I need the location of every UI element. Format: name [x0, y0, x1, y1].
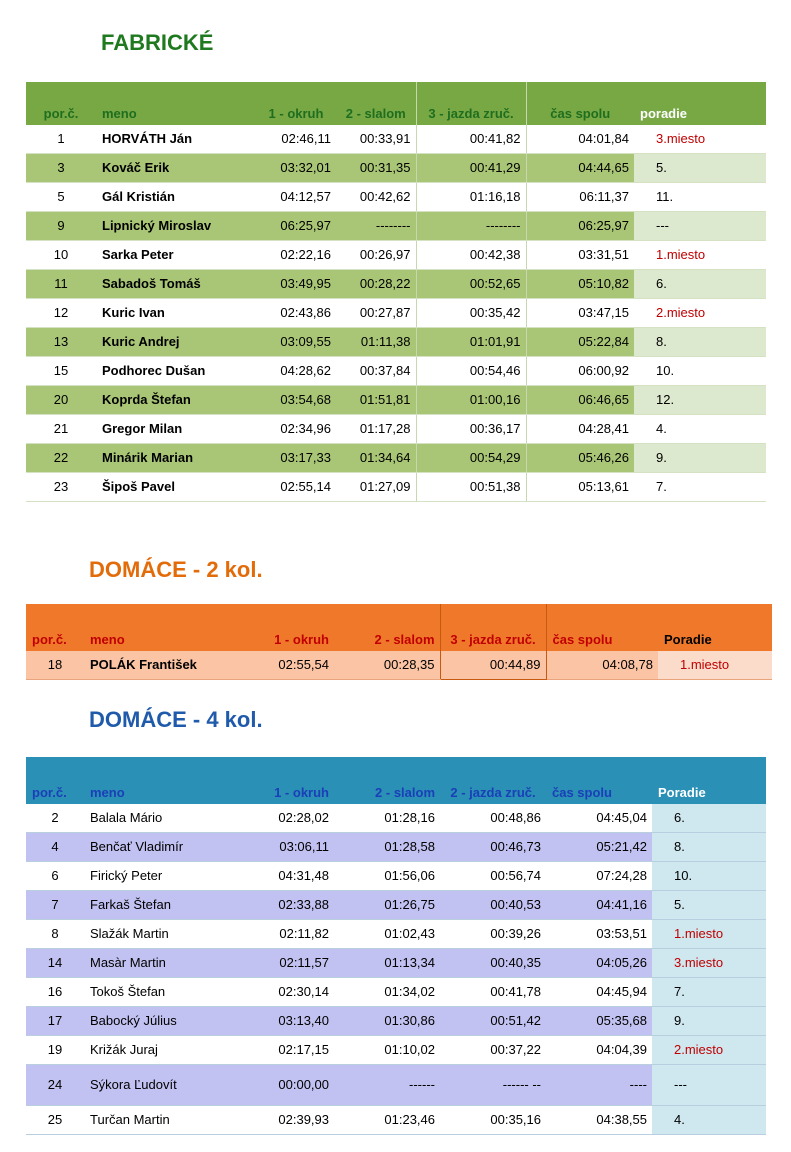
table-row [26, 891, 766, 920]
cell-slalom: 01:51,81 [336, 386, 416, 415]
cell-jazda: 00:40,35 [440, 949, 546, 978]
cell-por: 24 [26, 1065, 84, 1106]
cell-jazda: 00:44,89 [440, 651, 546, 680]
table-row [26, 241, 766, 270]
cell-meno: Sýkora Ľudovít [84, 1065, 244, 1106]
domace4-header-row [26, 757, 766, 804]
cell-slalom: 01:13,34 [334, 949, 440, 978]
cell-cas: 04:08,78 [546, 651, 658, 680]
cell-cas: 06:46,65 [526, 386, 634, 415]
cell-okruh: 02:55,14 [256, 473, 336, 502]
table-row [26, 357, 766, 386]
cell-okruh: 02:22,16 [256, 241, 336, 270]
cell-por: 15 [26, 357, 96, 386]
cell-cas: 03:31,51 [526, 241, 634, 270]
cell-okruh: 04:12,57 [256, 183, 336, 212]
cell-okruh: 03:13,40 [244, 1007, 334, 1036]
cell-por: 10 [26, 241, 96, 270]
table-row [26, 1036, 766, 1065]
cell-poradie: 10. [652, 862, 766, 891]
cell-meno: Križák Juraj [84, 1036, 244, 1065]
cell-poradie: 8. [634, 328, 766, 357]
cell-meno: Šipoš Pavel [96, 473, 256, 502]
cell-poradie: 2.miesto [652, 1036, 766, 1065]
cell-slalom: 00:33,91 [336, 125, 416, 154]
cell-okruh: 02:28,02 [244, 804, 334, 833]
cell-poradie: 12. [634, 386, 766, 415]
table-row [26, 949, 766, 978]
table-row [26, 154, 766, 183]
header-cas: čas spolu [526, 82, 634, 125]
table-row [26, 833, 766, 862]
table-row [26, 270, 766, 299]
header-poradie: poradie [634, 82, 766, 125]
cell-okruh: 03:54,68 [256, 386, 336, 415]
cell-por: 9 [26, 212, 96, 241]
header-meno: meno [84, 757, 244, 804]
cell-jazda: 00:42,38 [416, 241, 526, 270]
cell-cas: 03:47,15 [526, 299, 634, 328]
cell-cas: 04:04,39 [546, 1036, 652, 1065]
cell-jazda: 01:00,16 [416, 386, 526, 415]
cell-slalom: 01:11,38 [336, 328, 416, 357]
cell-poradie: 1.miesto [652, 920, 766, 949]
cell-por: 2 [26, 804, 84, 833]
header-por: por.č. [26, 757, 84, 804]
cell-jazda: 00:41,78 [440, 978, 546, 1007]
cell-poradie: 9. [634, 444, 766, 473]
header-okruh: 1 - okruh [256, 82, 336, 125]
table-row [26, 415, 766, 444]
header-slalom: 2 - slalom [334, 604, 440, 651]
cell-por: 20 [26, 386, 96, 415]
cell-poradie: 9. [652, 1007, 766, 1036]
cell-por: 16 [26, 978, 84, 1007]
cell-meno: Tokoš Štefan [84, 978, 244, 1007]
cell-poradie: 1.miesto [658, 651, 772, 680]
header-meno: meno [96, 82, 256, 125]
cell-por: 18 [26, 651, 84, 680]
cell-por: 11 [26, 270, 96, 299]
cell-poradie: --- [634, 212, 766, 241]
cell-jazda: 00:54,46 [416, 357, 526, 386]
cell-cas: 06:00,92 [526, 357, 634, 386]
table-row [26, 920, 766, 949]
table-row [26, 444, 766, 473]
table-row [26, 804, 766, 833]
cell-slalom: 01:34,02 [334, 978, 440, 1007]
table-row [26, 386, 766, 415]
cell-meno: Babocký Július [84, 1007, 244, 1036]
cell-jazda: -------- [416, 212, 526, 241]
cell-cas: 07:24,28 [546, 862, 652, 891]
cell-por: 22 [26, 444, 96, 473]
cell-meno: Benčať Vladimír [84, 833, 244, 862]
cell-jazda: 00:48,86 [440, 804, 546, 833]
cell-meno: Sabadoš Tomáš [96, 270, 256, 299]
cell-jazda: 00:51,42 [440, 1007, 546, 1036]
header-jazda: 3 - jazda zruč. [416, 82, 526, 125]
cell-okruh: 02:30,14 [244, 978, 334, 1007]
cell-jazda: 00:35,16 [440, 1106, 546, 1135]
cell-okruh: 00:00,00 [244, 1065, 334, 1106]
cell-okruh: 02:39,93 [244, 1106, 334, 1135]
header-meno: meno [84, 604, 244, 651]
cell-okruh: 06:25,97 [256, 212, 336, 241]
header-poradie: Poradie [652, 757, 766, 804]
cell-slalom: 00:37,84 [336, 357, 416, 386]
cell-okruh: 04:28,62 [256, 357, 336, 386]
cell-okruh: 02:34,96 [256, 415, 336, 444]
cell-jazda: 00:41,82 [416, 125, 526, 154]
header-slalom: 2 - slalom [336, 82, 416, 125]
cell-por: 21 [26, 415, 96, 444]
cell-por: 19 [26, 1036, 84, 1065]
table-row [26, 1106, 766, 1135]
cell-meno: Minárik Marian [96, 444, 256, 473]
cell-por: 17 [26, 1007, 84, 1036]
cell-poradie: 6. [652, 804, 766, 833]
cell-okruh: 03:49,95 [256, 270, 336, 299]
cell-slalom: ------ [334, 1065, 440, 1106]
cell-meno: Masàr Martin [84, 949, 244, 978]
cell-cas: 03:53,51 [546, 920, 652, 949]
cell-slalom: 00:28,22 [336, 270, 416, 299]
cell-meno: Gregor Milan [96, 415, 256, 444]
cell-poradie: 4. [634, 415, 766, 444]
cell-cas: 05:13,61 [526, 473, 634, 502]
header-cas: čas spolu [546, 604, 658, 651]
cell-poradie: 8. [652, 833, 766, 862]
table-row [26, 473, 766, 502]
cell-cas: 04:41,16 [546, 891, 652, 920]
cell-cas: 04:45,94 [546, 978, 652, 1007]
table-row [26, 978, 766, 1007]
domace2-header-row [26, 604, 772, 651]
header-okruh: 1 - okruh [244, 604, 334, 651]
cell-slalom: 01:17,28 [336, 415, 416, 444]
cell-por: 3 [26, 154, 96, 183]
cell-cas: 04:05,26 [546, 949, 652, 978]
cell-por: 4 [26, 833, 84, 862]
cell-cas: 06:11,37 [526, 183, 634, 212]
cell-poradie: 1.miesto [634, 241, 766, 270]
cell-cas: 05:22,84 [526, 328, 634, 357]
cell-meno: Sarka Peter [96, 241, 256, 270]
fabricke-title: FABRICKÉ [101, 30, 214, 55]
cell-jazda: 00:39,26 [440, 920, 546, 949]
cell-poradie: 11. [634, 183, 766, 212]
cell-okruh: 02:43,86 [256, 299, 336, 328]
cell-okruh: 02:11,57 [244, 949, 334, 978]
cell-cas: 06:25,97 [526, 212, 634, 241]
cell-por: 23 [26, 473, 96, 502]
cell-okruh: 03:09,55 [256, 328, 336, 357]
cell-meno: Farkaš Štefan [84, 891, 244, 920]
cell-okruh: 03:32,01 [256, 154, 336, 183]
cell-poradie: --- [652, 1065, 766, 1106]
cell-cas: 04:28,41 [526, 415, 634, 444]
cell-okruh: 02:55,54 [244, 651, 334, 680]
cell-poradie: 6. [634, 270, 766, 299]
cell-meno: Lipnický Miroslav [96, 212, 256, 241]
cell-slalom: 00:28,35 [334, 651, 440, 680]
cell-slalom: 01:23,46 [334, 1106, 440, 1135]
table-row [26, 651, 772, 680]
cell-jazda: 00:35,42 [416, 299, 526, 328]
table-row [26, 212, 766, 241]
cell-slalom: 00:31,35 [336, 154, 416, 183]
cell-slalom: 00:42,62 [336, 183, 416, 212]
header-poradie: Poradie [658, 604, 772, 651]
cell-por: 25 [26, 1106, 84, 1135]
cell-okruh: 03:06,11 [244, 833, 334, 862]
header-por: por.č. [26, 82, 96, 125]
cell-cas: 05:10,82 [526, 270, 634, 299]
cell-poradie: 3.miesto [634, 125, 766, 154]
cell-cas: 04:38,55 [546, 1106, 652, 1135]
table-row [26, 862, 766, 891]
header-cas: čas spolu [546, 757, 652, 804]
cell-okruh: 02:33,88 [244, 891, 334, 920]
header-jazda: 3 - jazda zruč. [440, 604, 546, 651]
cell-slalom: 01:27,09 [336, 473, 416, 502]
cell-cas: 04:45,04 [546, 804, 652, 833]
cell-cas: ---- [546, 1065, 652, 1106]
cell-jazda: 00:36,17 [416, 415, 526, 444]
cell-poradie: 3.miesto [652, 949, 766, 978]
cell-slalom: 01:28,16 [334, 804, 440, 833]
cell-slalom: 01:26,75 [334, 891, 440, 920]
cell-cas: 04:44,65 [526, 154, 634, 183]
cell-okruh: 02:46,11 [256, 125, 336, 154]
table-row [26, 125, 766, 154]
cell-slalom: 01:02,43 [334, 920, 440, 949]
cell-okruh: 02:11,82 [244, 920, 334, 949]
cell-poradie: 7. [634, 473, 766, 502]
fabricke-header-row [26, 82, 766, 125]
fabricke-table [26, 82, 766, 502]
domace2-table [26, 604, 772, 680]
cell-meno: Slažák Martin [84, 920, 244, 949]
table-row [26, 1007, 766, 1036]
cell-meno: Firický Peter [84, 862, 244, 891]
cell-jazda: 00:52,65 [416, 270, 526, 299]
cell-jazda: 00:37,22 [440, 1036, 546, 1065]
cell-okruh: 04:31,48 [244, 862, 334, 891]
cell-meno: Kuric Ivan [96, 299, 256, 328]
cell-por: 13 [26, 328, 96, 357]
cell-slalom: 01:56,06 [334, 862, 440, 891]
cell-poradie: 5. [652, 891, 766, 920]
cell-poradie: 7. [652, 978, 766, 1007]
cell-meno: Kováč Erik [96, 154, 256, 183]
cell-jazda: 00:46,73 [440, 833, 546, 862]
table-row [26, 299, 766, 328]
cell-por: 14 [26, 949, 84, 978]
domace2-title: DOMÁCE - 2 kol. [89, 557, 263, 582]
cell-por: 12 [26, 299, 96, 328]
cell-por: 5 [26, 183, 96, 212]
header-okruh: 1 - okruh [244, 757, 334, 804]
cell-por: 8 [26, 920, 84, 949]
cell-poradie: 5. [634, 154, 766, 183]
header-jazda: 2 - jazda zruč. [440, 757, 546, 804]
cell-slalom: 00:27,87 [336, 299, 416, 328]
cell-meno: Koprda Štefan [96, 386, 256, 415]
table-row [26, 183, 766, 212]
cell-jazda: ------ -- [440, 1065, 546, 1106]
cell-por: 1 [26, 125, 96, 154]
cell-okruh: 02:17,15 [244, 1036, 334, 1065]
cell-meno: Gál Kristián [96, 183, 256, 212]
cell-jazda: 01:16,18 [416, 183, 526, 212]
domace4-table [26, 757, 766, 1135]
cell-por: 6 [26, 862, 84, 891]
cell-jazda: 00:40,53 [440, 891, 546, 920]
cell-slalom: 01:28,58 [334, 833, 440, 862]
cell-jazda: 00:41,29 [416, 154, 526, 183]
cell-slalom: 01:30,86 [334, 1007, 440, 1036]
header-por: por.č. [26, 604, 84, 651]
cell-jazda: 01:01,91 [416, 328, 526, 357]
header-slalom: 2 - slalom [334, 757, 440, 804]
cell-meno: Kuric Andrej [96, 328, 256, 357]
cell-jazda: 00:51,38 [416, 473, 526, 502]
cell-meno: Balala Mário [84, 804, 244, 833]
cell-jazda: 00:54,29 [416, 444, 526, 473]
cell-poradie: 10. [634, 357, 766, 386]
cell-meno: Podhorec Dušan [96, 357, 256, 386]
cell-slalom: 01:10,02 [334, 1036, 440, 1065]
table-row [26, 328, 766, 357]
cell-okruh: 03:17,33 [256, 444, 336, 473]
cell-cas: 05:21,42 [546, 833, 652, 862]
domace4-title: DOMÁCE - 4 kol. [89, 707, 263, 732]
cell-slalom: -------- [336, 212, 416, 241]
cell-meno: HORVÁTH Ján [96, 125, 256, 154]
cell-poradie: 2.miesto [634, 299, 766, 328]
cell-cas: 04:01,84 [526, 125, 634, 154]
cell-meno: Turčan Martin [84, 1106, 244, 1135]
table-row [26, 1065, 766, 1106]
cell-slalom: 01:34,64 [336, 444, 416, 473]
cell-meno: POLÁK František [84, 651, 244, 680]
cell-poradie: 4. [652, 1106, 766, 1135]
cell-cas: 05:46,26 [526, 444, 634, 473]
cell-slalom: 00:26,97 [336, 241, 416, 270]
cell-jazda: 00:56,74 [440, 862, 546, 891]
cell-por: 7 [26, 891, 84, 920]
cell-cas: 05:35,68 [546, 1007, 652, 1036]
